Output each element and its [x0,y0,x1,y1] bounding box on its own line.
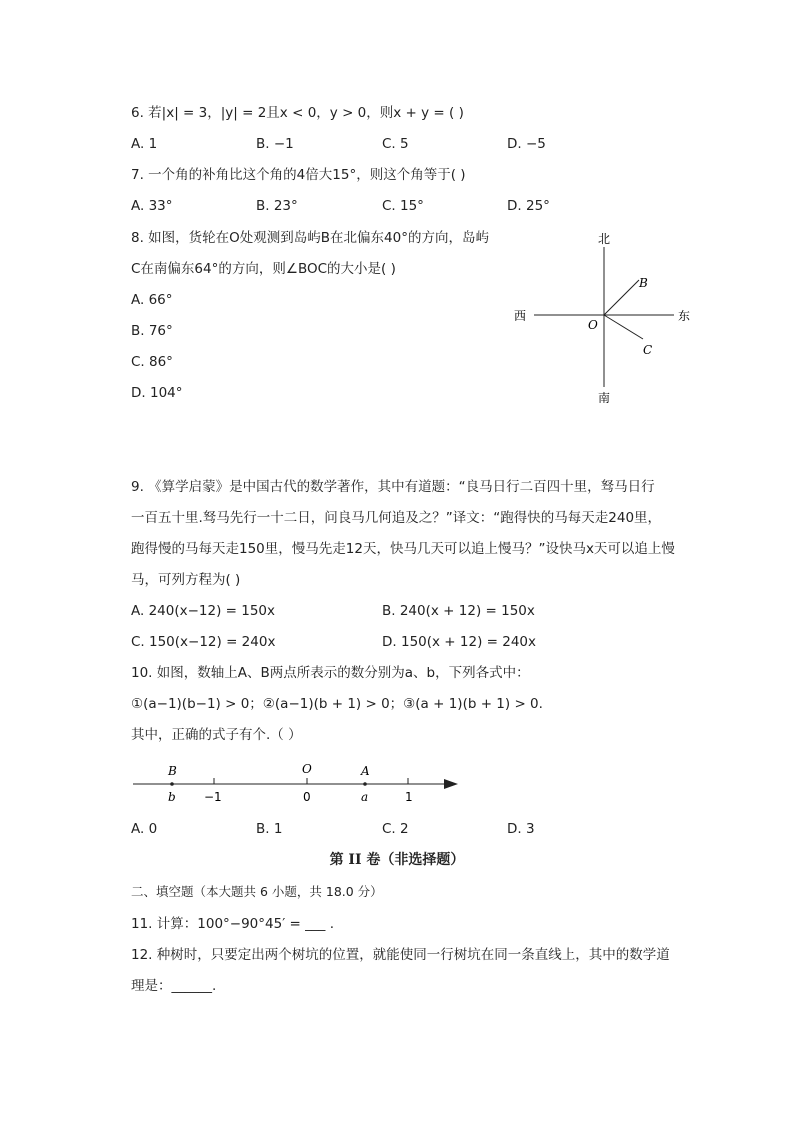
q9-option-a: A. 240(x−12) = 150x [131,603,276,619]
q8-option-b: B. 76° [131,323,173,339]
q8-stem-line1: 8. 如图，货轮在O处观测到岛屿B在北偏东40°的方向，岛屿 [131,230,489,246]
q10-stem-line1: 10. 如图，数轴上A、B两点所表示的数分别为a、b，下列各式中： [131,665,530,681]
q12-stem-line1: 12. 种树时，只要定出两个树坑的位置，就能使同一行树坑在同一条直线上，其中的数学道 [131,947,670,963]
q6-option-d: D. −5 [507,136,546,152]
q7-stem: 7. 一个角的补角比这个角的4倍大15°，则这个角等于( ) [131,167,466,183]
nl-tick-label-0: 0 [303,790,311,804]
ray-ob [604,280,639,315]
q10-stem-line2: ①(a−1)(b−1) > 0；②(a−1)(b + 1) > 0；③(a + 1)(b + 1) > 0. [131,696,543,712]
number-line-arrow [444,779,458,789]
nl-tick-label-a: a [361,790,369,804]
q9-option-b: B. 240(x + 12) = 150x [382,603,535,619]
ray-oc [604,315,643,339]
point-a-dot [363,782,367,786]
compass-figure [500,225,700,410]
point-b-label: B [639,276,648,290]
q9-stem-line3: 跑得慢的马每天走150里，慢马先走12天，快马几天可以追上慢马？”设快马x天可以追上慢 [131,541,675,557]
q7-option-d: D. 25° [507,198,550,214]
section-title: 第 II 卷（非选择题） [329,852,465,868]
north-label: 北 [598,232,611,246]
q10-stem-line3: 其中，正确的式子有个.（ ） [131,727,302,743]
point-c-label: C [643,343,653,357]
q7-option-b: B. 23° [256,198,298,214]
q9-stem-line2: 一百五十里.驽马先行一十二日，问良马几何追及之？”译文：“跑得快的马每天走240里， [131,510,662,526]
q10-option-a: A. 0 [131,821,158,837]
q8-stem-line2: C在南偏东64°的方向，则∠BOC的大小是( ) [131,261,396,277]
origin-o-label: O [588,318,598,332]
q6-option-a: A. 1 [131,136,158,152]
q12-stem-line2: 理是：______. [131,978,217,994]
west-label: 西 [514,309,527,323]
q9-option-c: C. 150(x−12) = 240x [131,634,276,650]
q10-option-b: B. 1 [256,821,283,837]
part2-heading: 二、填空题（本大题共 6 小题，共 18.0 分） [131,884,383,899]
nl-label-a: A [361,764,370,778]
nl-tick-label-b: b [168,790,176,804]
q8-option-a: A. 66° [131,292,173,308]
q11-stem: 11. 计算：100°−90°45′ = ___ . [131,916,334,932]
q10-option-d: D. 3 [507,821,535,837]
east-label: 东 [678,309,691,323]
nl-label-o: O [302,762,312,776]
q6-stem: 6. 若|x| = 3，|y| = 2且x < 0，y > 0，则x + y = ( ) [131,105,464,121]
q8-option-d: D. 104° [131,385,183,401]
q7-option-a: A. 33° [131,198,173,214]
q8-option-c: C. 86° [131,354,173,370]
nl-label-b: B [168,764,177,778]
nl-tick-label-1: 1 [405,790,413,804]
q7-option-c: C. 15° [382,198,424,214]
number-line-figure [125,758,465,808]
nl-tick-label-neg1: −1 [204,790,222,804]
point-b-dot [170,782,174,786]
q9-stem-line1: 9. 《算学启蒙》是中国古代的数学著作，其中有道题：“良马日行二百四十里，驽马日行 [131,479,655,495]
q9-option-d: D. 150(x + 12) = 240x [382,634,536,650]
south-label: 南 [598,391,611,405]
q9-stem-line4: 马，可列方程为( ) [131,572,241,588]
q6-option-b: B. −1 [256,136,294,152]
q10-option-c: C. 2 [382,821,409,837]
q6-option-c: C. 5 [382,136,409,152]
